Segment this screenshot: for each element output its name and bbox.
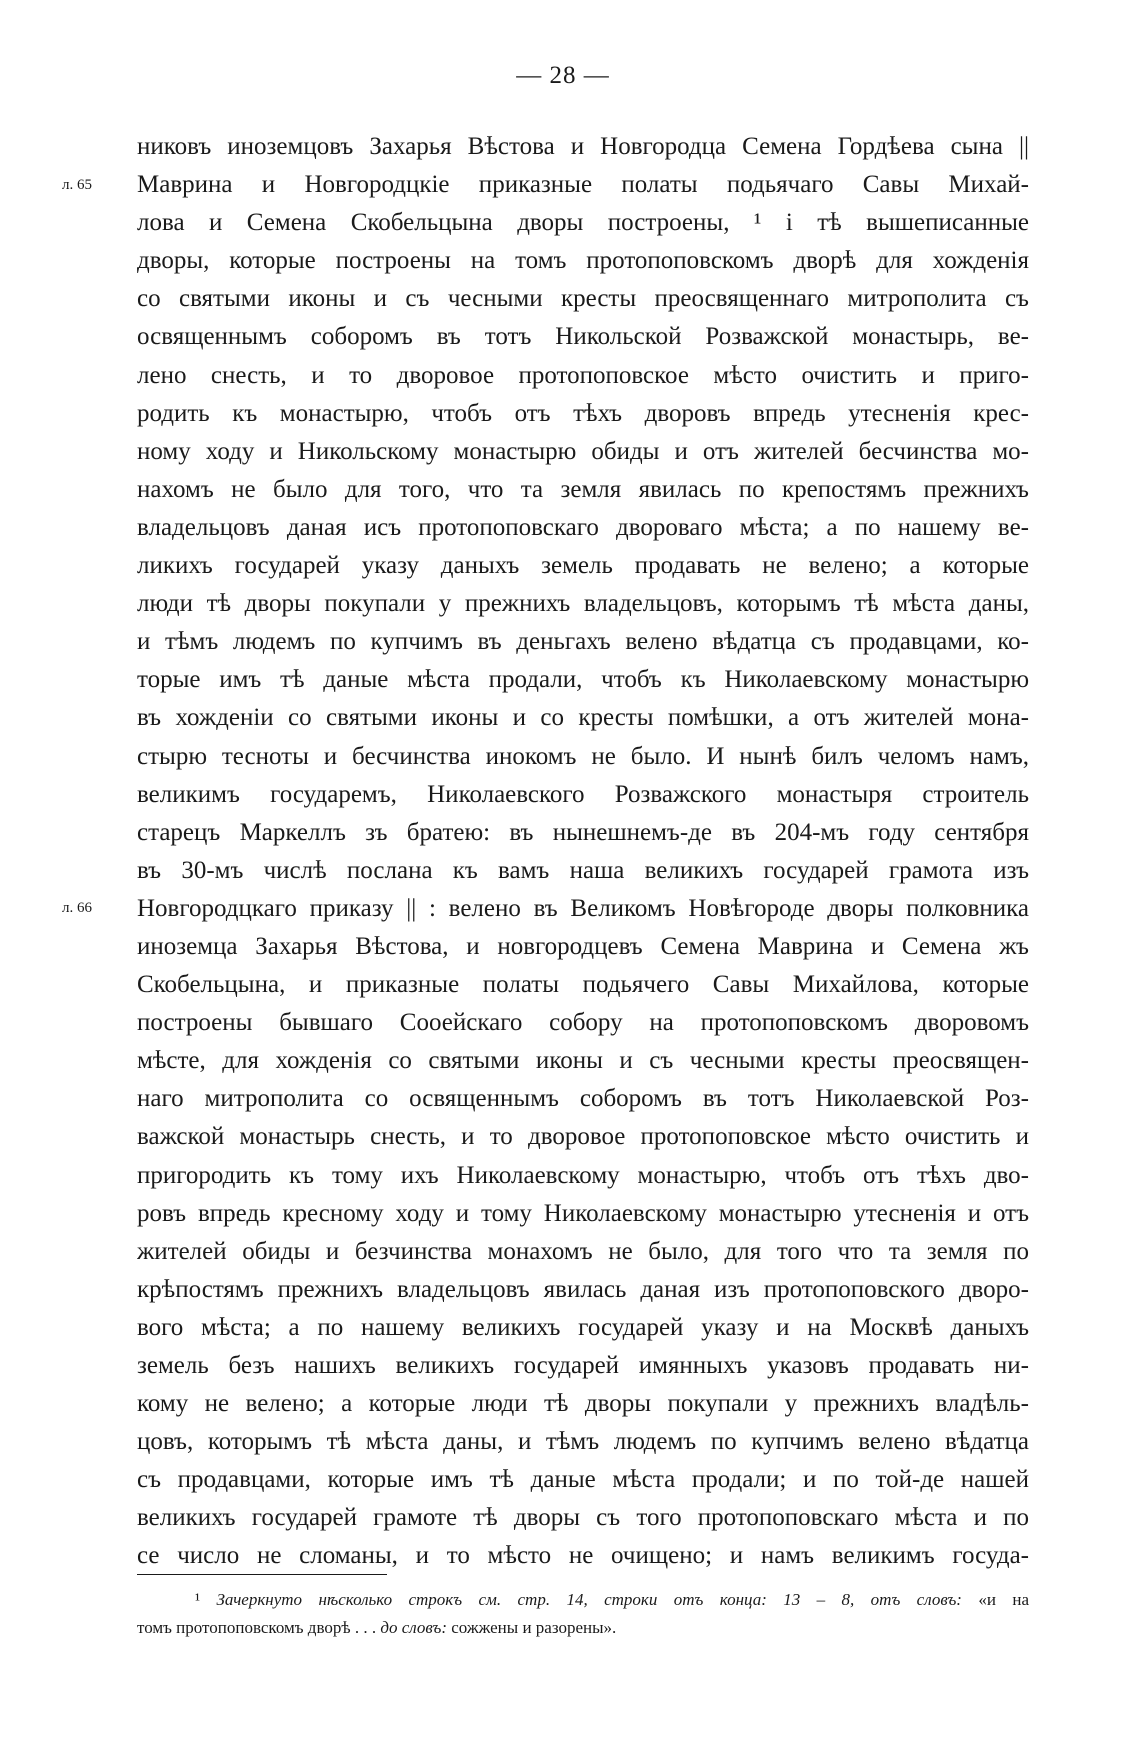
text-line: Маврина и Новгородцкіе приказные полаты подьячаго Савы Михай-	[137, 171, 1029, 199]
text-line: старецъ Маркеллъ зъ братею: въ нынешнемъ-де въ 204-мъ году сентября	[137, 818, 1029, 846]
footnote-quote-end: сожжены и разорены».	[451, 1618, 617, 1637]
text-line: пригородить къ тому ихъ Николаевскому монастырю, чтобъ отъ тѣхъ дво-	[137, 1161, 1029, 1189]
text-line: торые имъ тѣ даные мѣста продали, чтобъ къ Николаевскому монастырю	[137, 666, 1029, 694]
text-line: мѣсте, для хожденія со святыми иконы и съ чесными кресты преосвящен-	[137, 1047, 1029, 1075]
footnote-marker: ¹	[195, 1590, 201, 1609]
text-line: въ 30-мъ числѣ послана къ вамъ наша великихъ государей грамота изъ	[137, 856, 1029, 884]
text-line: люди тѣ дворы покупали у прежнихъ владельцовъ, которымъ тѣ мѣста даны,	[137, 590, 1029, 618]
footnote-quote-start: «и на	[978, 1590, 1029, 1609]
page-number: — 28 —	[516, 62, 610, 89]
text-line: родить къ монастырю, чтобъ отъ тѣхъ дворовъ впредь утесненія крес-	[137, 399, 1029, 427]
footnote-divider	[137, 1574, 387, 1575]
text-line: Скобельцына, и приказные полаты подьячего Савы Михайлова, которые	[137, 971, 1029, 999]
text-line: земель безъ нашихъ великихъ государей имянныхъ указовъ продавать ни-	[137, 1352, 1029, 1379]
text-line: нахомъ не было для того, что та земля явилась по крепостямъ прежнихъ	[137, 475, 1029, 503]
text-line: лова и Семена Скобельцына дворы построены, ¹ і тѣ вышеписанные	[137, 209, 1029, 237]
text-line: построены бывшаго Сооейскаго собору на протопоповскомъ дворовомъ	[137, 1009, 1029, 1037]
margin-note-folio-65: л. 65	[62, 177, 92, 193]
text-line: владельцовъ даная исъ протопоповскаго двороваго мѣста; а по нашему ве-	[137, 513, 1029, 541]
text-line: цовъ, которымъ тѣ мѣста даны, и тѣмъ людемъ по купчимъ велено вѣдатца	[137, 1428, 1029, 1456]
footnote-italic-text: до словъ:	[380, 1618, 447, 1637]
text-line: наго митрополита со освященнымъ соборомъ въ тотъ Николаевской Роз-	[137, 1085, 1029, 1113]
text-line: дворы, которые построены на томъ протопоповскомъ дворѣ для хожденія	[137, 247, 1029, 275]
text-line: кому не велено; а которые люди тѣ дворы покупали у прежнихъ владѣль-	[137, 1390, 1029, 1418]
footnote-quote-text: томъ протопоповскомъ дворѣ . . .	[137, 1618, 377, 1637]
main-text	[137, 128, 1029, 1576]
text-line: лено снесть, и то дворовое протопоповское мѣсто очистить и приго-	[137, 361, 1029, 389]
text-line: съ продавцами, которые имъ тѣ даные мѣста продали; и по той-де нашей	[137, 1466, 1029, 1494]
text-line: освященнымъ соборомъ въ тотъ Никольской Розважской монастырь, ве-	[137, 323, 1029, 351]
text-line: и тѣмъ людемъ по купчимъ въ деньгахъ велено вѣдатца съ продавцами, ко-	[137, 628, 1029, 656]
footnote-line-1	[137, 1586, 1029, 1614]
margin-note-folio-66: л. 66	[62, 900, 92, 916]
footnote-italic-text: Зачеркнуто нѣсколько строкъ см. стр. 14, строки отъ конца: 13 – 8, отъ словъ:	[216, 1590, 962, 1609]
text-line: иноземца Захарья Вѣстова, и новгородцевъ Семена Маврина и Семена жъ	[137, 932, 1029, 960]
text-line: великимъ государемъ, Николаевского Розважского монастыря строитель	[137, 780, 1029, 808]
text-line: важской монастырь снесть, и то дворовое протопоповское мѣсто очистить и	[137, 1123, 1029, 1151]
text-line: ровъ впредь кресному ходу и тому Николаевскому монастырю утесненія и отъ	[137, 1199, 1029, 1227]
text-line: ликихъ государей указу даныхъ земель продавать не велено; а которые	[137, 552, 1029, 580]
footnote-line-2	[137, 1614, 1029, 1642]
text-line: крѣпостямъ прежнихъ владельцовъ явилась даная изъ протопоповского дворо-	[137, 1275, 1029, 1303]
text-line: Новгородцкаго приказу || : велено въ Великомъ Новѣгороде дворы полковника	[137, 894, 1029, 922]
text-line: ному ходу и Никольскому монастырю обиды и отъ жителей бесчинства мо-	[137, 437, 1029, 465]
text-line: се число не сломаны, и то мѣсто не очищено; и намъ великимъ госуда-	[137, 1542, 1029, 1570]
text-line: стырю тесноты и бесчинства инокомъ не было. И нынѣ билъ челомъ намъ,	[137, 742, 1029, 770]
text-line: вого мѣста; а по нашему великихъ государей указу и на Москвѣ даныхъ	[137, 1313, 1029, 1341]
text-line: жителей обиды и безчинства монахомъ не было, для того что та земля по	[137, 1237, 1029, 1265]
text-line: никовъ иноземцовъ Захарья Вѣстова и Новгородца Семена Гордѣева сына ||	[137, 133, 1029, 160]
text-line: со святыми иконы и съ чесными кресты преосвященнаго митрополита съ	[137, 285, 1029, 313]
footnote	[137, 1586, 1029, 1642]
text-line: великихъ государей грамоте тѣ дворы съ того протопоповскаго мѣста и по	[137, 1504, 1029, 1532]
text-line: въ хожденіи со святыми иконы и со кресты помѣшки, а отъ жителей мона-	[137, 704, 1029, 732]
